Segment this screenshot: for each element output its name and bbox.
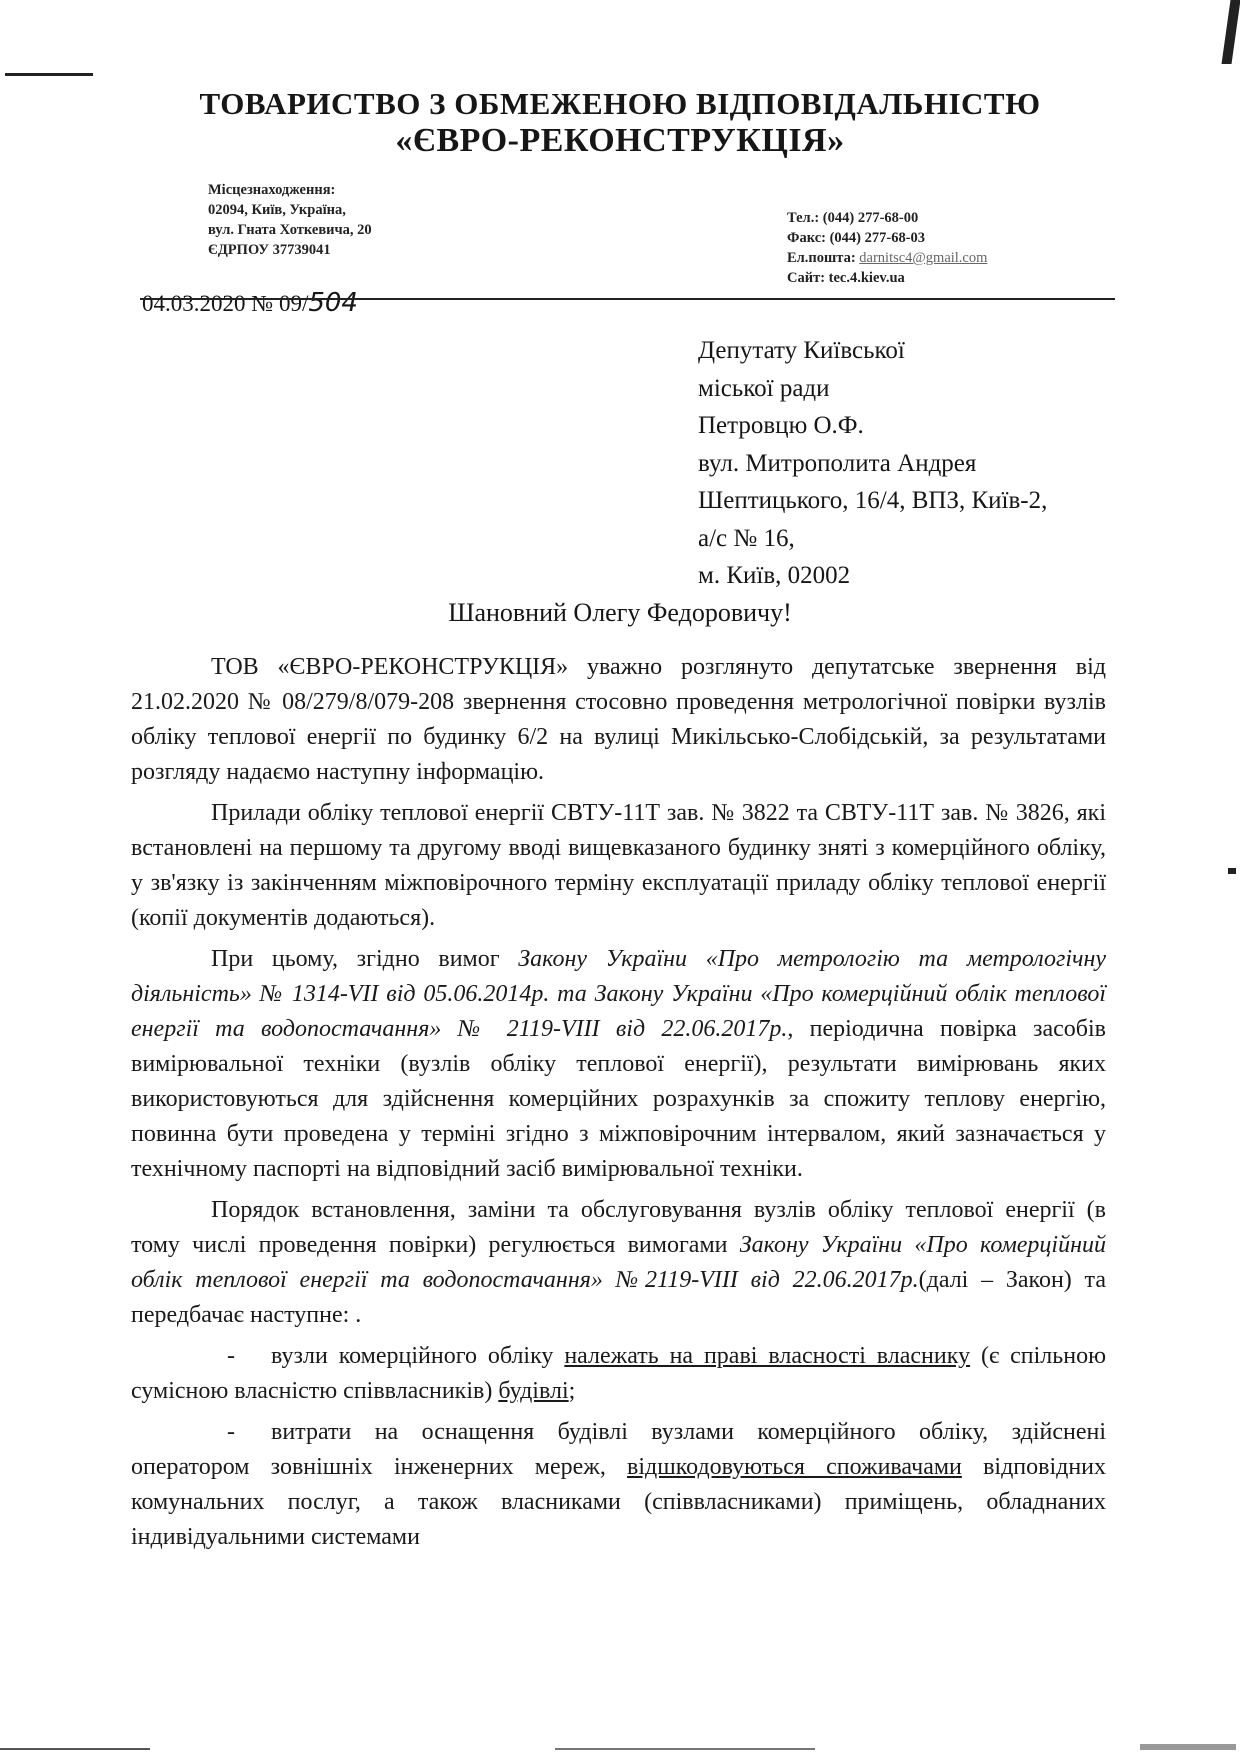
email-link[interactable]: darnitsc4@gmail.com xyxy=(859,250,988,266)
paragraph-3 xyxy=(131,942,1106,1187)
scan-artifact-bottom-right xyxy=(1140,1744,1236,1750)
org-name-line2: «ЄВРО-РЕКОНСТРУКЦІЯ» xyxy=(395,122,845,159)
list-dash: - xyxy=(227,1343,235,1369)
recipient-line: Петровцю О.Ф. xyxy=(698,412,864,439)
phone-row xyxy=(787,208,987,228)
li2-underlined-1: відшкодовуються споживачами xyxy=(627,1454,962,1480)
li1-underlined-1: належать на праві власності власнику xyxy=(564,1343,971,1369)
letter-body xyxy=(131,650,1106,1555)
paragraph-1: ТОВ «ЄВРО-РЕКОНСТРУКЦІЯ» уважно розглянуто депутатське звернення від 21.02.2020 № 08/279/8/079-208 звернення стосовно проведення метрологічної повірки вузлів обліку теплової енергії по будинку 6/2 на вулиці Микільсько-Слобідській, за результатами розгляду надаємо наступну інформацію. xyxy=(131,654,1106,785)
li1-underlined-2: будівлі xyxy=(498,1378,569,1404)
p3-text-a: При цьому, згідно вимог xyxy=(211,946,519,972)
email-row xyxy=(787,248,987,268)
site-row xyxy=(787,268,987,288)
recipient-line: міської ради xyxy=(698,374,830,402)
recipient-line: вул. Митрополита Андрея xyxy=(698,449,977,477)
list-item-1 xyxy=(131,1339,1106,1409)
scan-artifact-top-left xyxy=(5,73,93,76)
recipient-block xyxy=(698,332,1047,595)
list-item-2 xyxy=(131,1415,1106,1555)
paragraph-2: Прилади обліку теплової енергії СВТУ-11Т зав. № 3822 та СВТУ-11Т зав. № 3826, які встановлені на першому та другому вводі вищевказаного будинку зняті з комерційного обліку, у зв'язку із закінченням міжповірочного терміну експлуатації приладу обліку теплової енергії (копії документів додаються). xyxy=(131,800,1106,931)
scan-artifact-right xyxy=(1228,868,1236,874)
p4-text-a: Порядок встановлення, заміни та обслуговування вузлів обліку теплової енергії (в тому числі проведення повірки) регулюється вимогами xyxy=(131,1197,1106,1258)
p3-text-b: , періодична повірка засобів вимірювальної техніки (вузлів обліку теплової енергії), результати вимірювань яких використовуються для здійснення комерційних розрахунків за спожиту теплову енергію, повинна бути проведена у терміні згідно з міжповірочним інтервалом, який зазначається у технічному паспорті на відповідний засіб вимірювальної техніки. xyxy=(131,1016,1106,1182)
phone-label: Тел.: xyxy=(787,210,820,226)
reference-number-handwritten: 504 xyxy=(308,288,358,318)
reference-date: 04.03.2020 № 09/ xyxy=(142,291,309,316)
scan-artifact-bottom-left xyxy=(0,1748,150,1750)
recipient-line: Шептицького, 16/4, ВПЗ, Київ-2, xyxy=(698,487,1048,514)
p4-law-citation: Закону України «Про комерційний облік теплової енергії та водопостачання» №2119-VIII від 22.06.2017р. xyxy=(131,1232,1106,1293)
site-label: Сайт: xyxy=(787,270,826,286)
outgoing-reference xyxy=(142,288,358,318)
paragraph-4 xyxy=(131,1193,1106,1333)
header-divider xyxy=(140,298,1115,300)
li2-text-a: витрати на оснащення будівлі вузлами комерційного обліку, здійснені оператором зовнішніх інженерних мереж, xyxy=(131,1419,1106,1480)
address-line: ЄДРПОУ 37739041 xyxy=(208,242,331,258)
salutation: Шановний Олегу Федоровичу! xyxy=(448,598,792,627)
p3-law-citation: Закону України «Про метрологію та метрологічну діяльність» № 1314-VII від 05.06.2014р. та Закону України «Про комерційний облік теплової енергії та водопостачання» № 2119-VIII від 22.06.2017р. xyxy=(131,946,1107,1042)
company-contacts xyxy=(787,208,987,288)
company-address xyxy=(208,180,372,260)
scan-artifact-bottom-middle xyxy=(555,1748,815,1750)
li1-text-a: вузли комерційного обліку xyxy=(271,1343,565,1369)
scan-artifact-top-right xyxy=(1222,0,1240,64)
li2-text-b: відповідних комунальних послуг, а також власниками (співвласниками) приміщень, обладнаних індивідуальними системами xyxy=(131,1454,1107,1550)
email-label: Ел.пошта: xyxy=(787,250,856,266)
fax-row xyxy=(787,228,987,248)
li1-text-b: (є спільною сумісною власністю співвласників) xyxy=(131,1343,1106,1404)
address-line: 02094, Київ, Україна, xyxy=(208,202,346,218)
list-dash: - xyxy=(227,1419,235,1445)
recipient-line: а/с № 16, xyxy=(698,524,795,552)
fax-label: Факс: xyxy=(787,230,826,246)
address-line: Місцезнаходження: xyxy=(208,182,336,198)
recipient-line: м. Київ, 02002 xyxy=(698,562,851,589)
org-name-line1: ТОВАРИСТВО З ОБМЕЖЕНОЮ ВІДПОВІДАЛЬНІСТЮ xyxy=(199,86,1041,121)
fax-value: (044) 277-68-03 xyxy=(829,230,926,246)
phone-value: (044) 277-68-00 xyxy=(822,210,919,226)
recipient-line: Депутату Київської xyxy=(698,337,905,364)
p4-text-b: (далі – Закон) та передбачає наступне: . xyxy=(131,1267,1106,1328)
li1-text-c: ; xyxy=(568,1378,576,1404)
site-link[interactable]: tec.4.kiev.ua xyxy=(828,270,905,286)
address-line: вул. Гната Хоткевича, 20 xyxy=(208,222,372,238)
